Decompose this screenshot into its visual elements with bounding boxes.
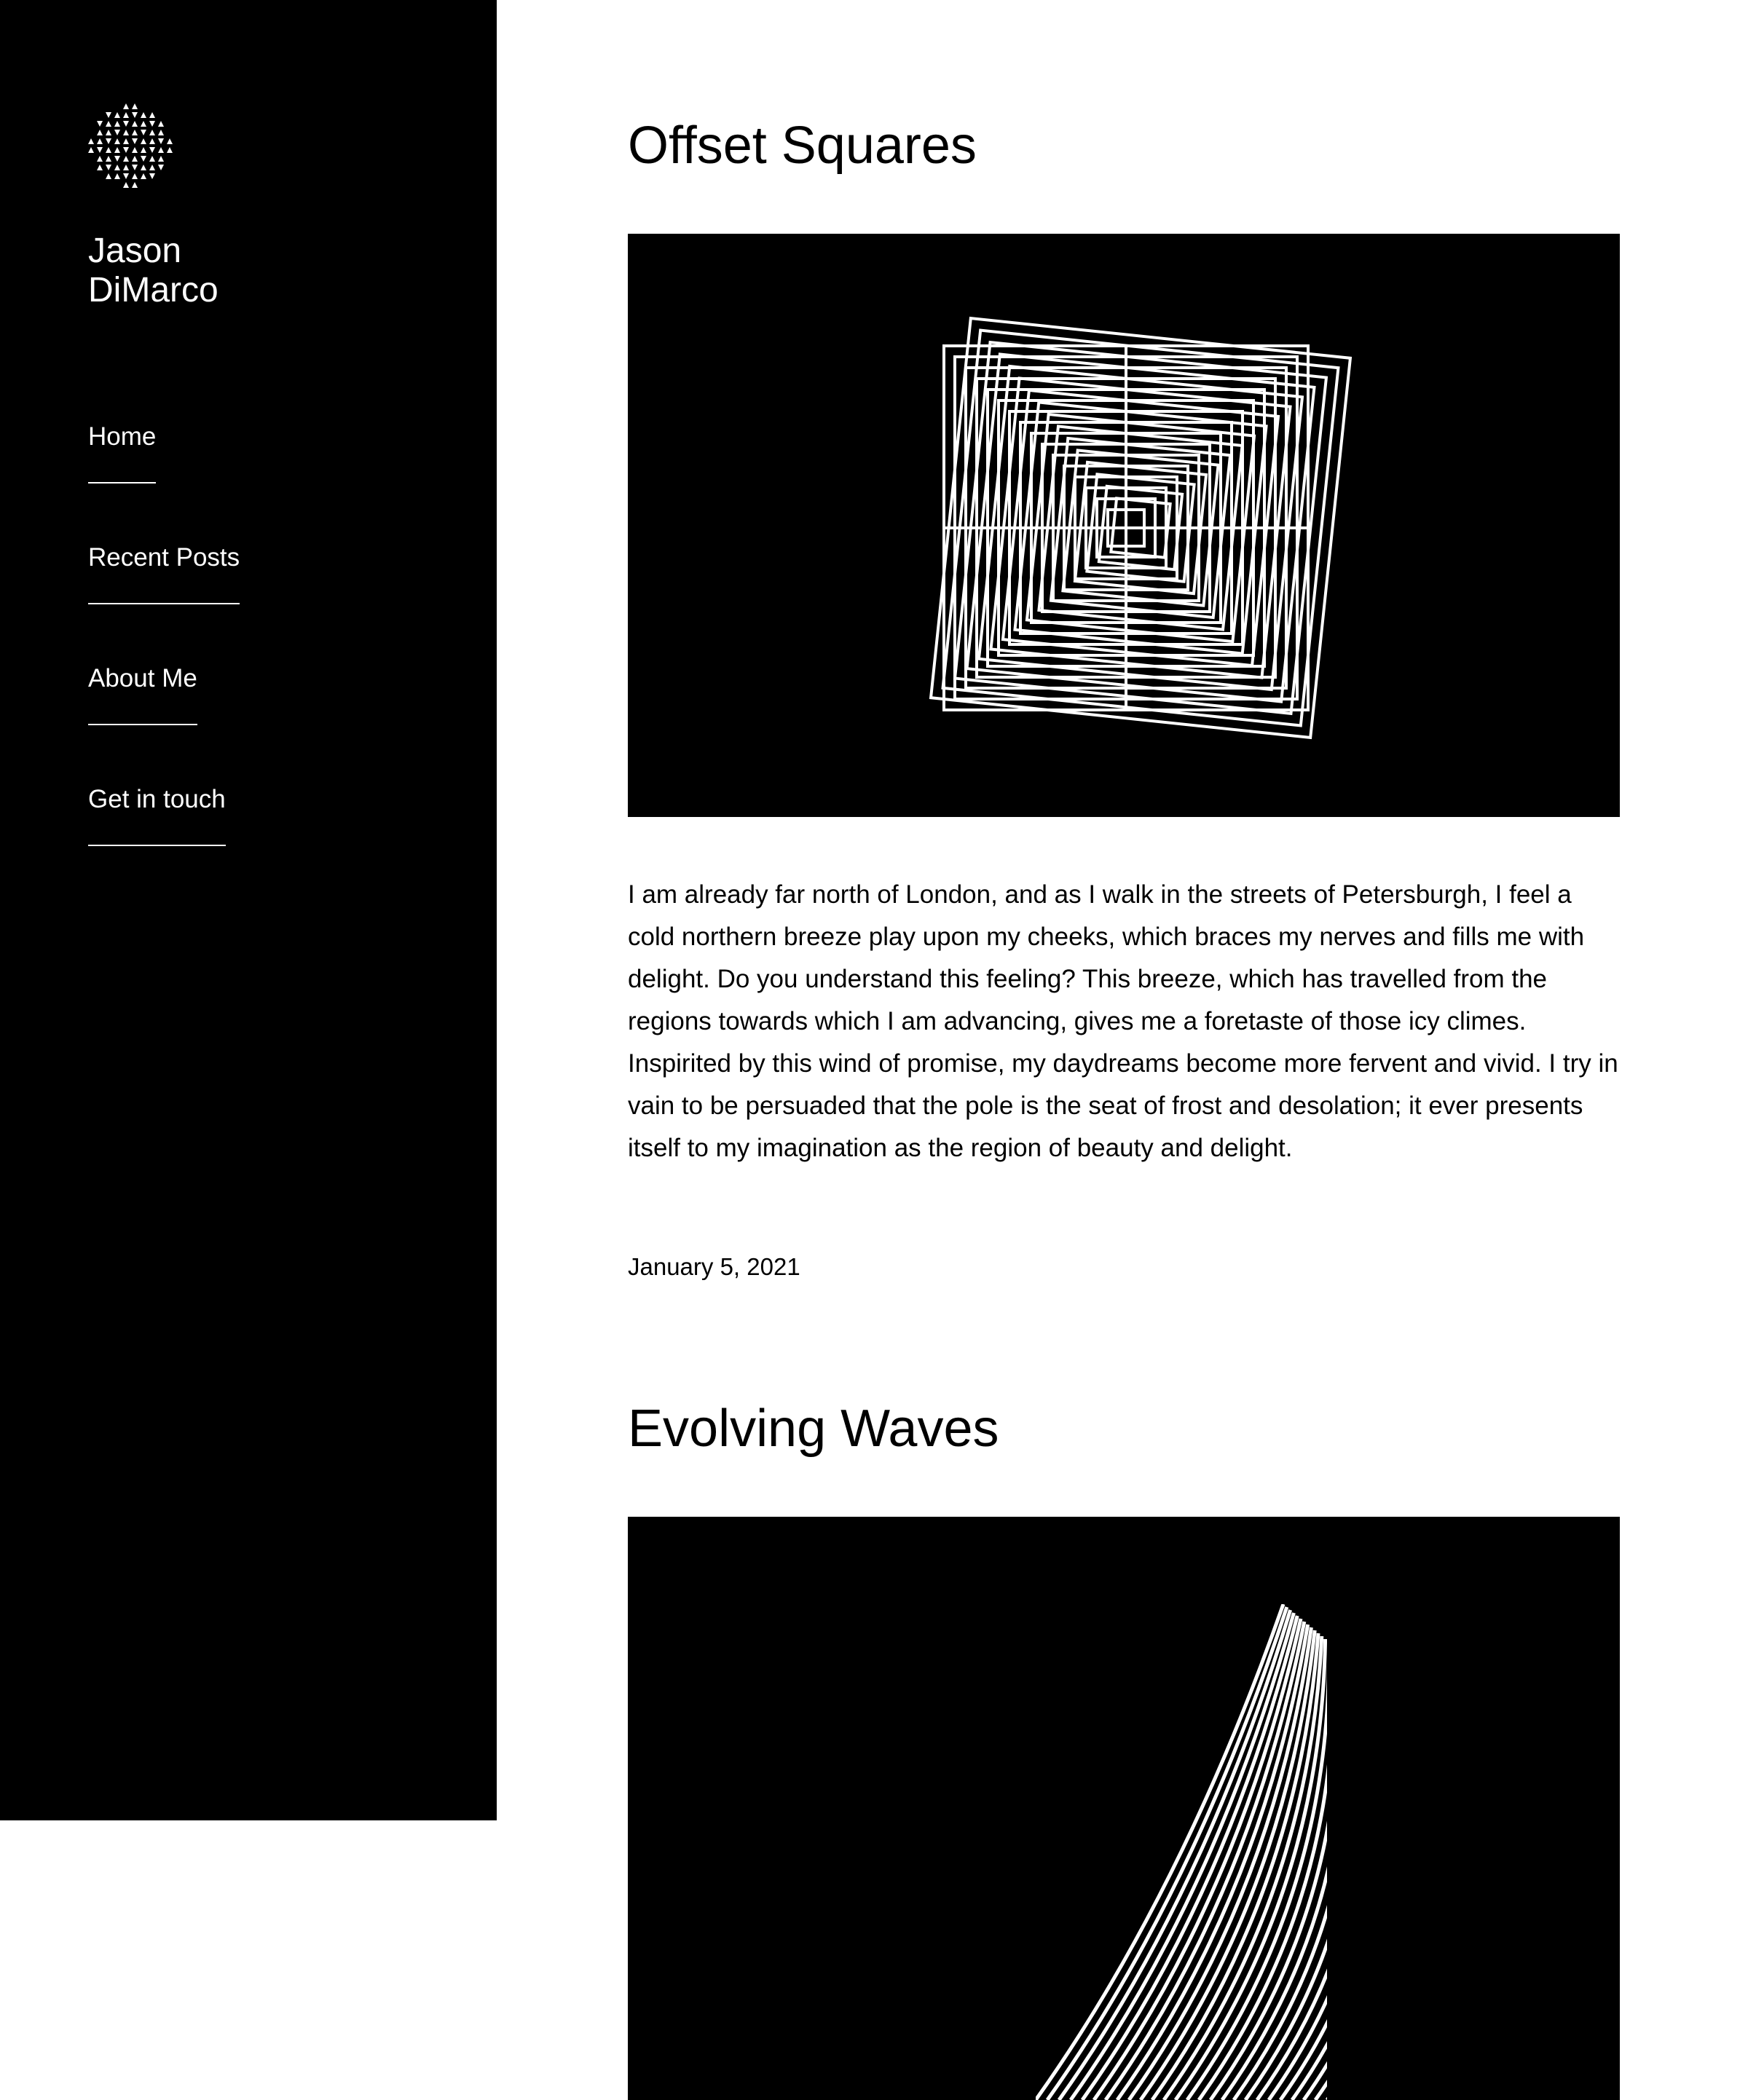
post-image-evolving-waves[interactable]	[628, 1517, 1620, 2100]
post-image-offset-squares[interactable]	[628, 234, 1620, 817]
post-date-link[interactable]: January 5, 2021	[628, 1253, 800, 1280]
nav-item-home[interactable]: Home	[88, 422, 156, 483]
post-title[interactable]	[628, 1400, 999, 1458]
nav-item-recent-posts[interactable]: Recent Posts	[88, 543, 240, 604]
post-excerpt: I am already far north of London, and as I walk in the streets of Petersburgh, I feel a cold northern breeze play upon my cheeks, which braces my nerves and fills me with delight. Do you understand this feeling? This breeze, which has travelled from the regions towards which I am advancing, gives me a foretaste of those icy climes. Inspirited by this wind of promise, my daydreams become more fervent and vivid. I try in vain to be persuaded that the pole is the seat of frost and desolation; it ever presents itself to my imagination as the region of beauty and delight.	[628, 880, 1618, 1162]
post-title-link[interactable]: Evolving Waves	[628, 1400, 999, 1458]
sidebar	[0, 0, 497, 1820]
site-logo[interactable]	[85, 100, 176, 191]
main-navigation	[88, 422, 240, 906]
nav-item-about-me[interactable]: About Me	[88, 664, 197, 725]
offset-squares-artwork	[628, 234, 1620, 817]
site-title[interactable]	[88, 232, 270, 310]
dotted-globe-icon	[85, 100, 176, 191]
nav-item-get-in-touch[interactable]: Get in touch	[88, 785, 226, 846]
evolving-waves-artwork	[628, 1517, 1620, 2100]
post-title-link[interactable]: Offset Squares	[628, 117, 977, 175]
post-date[interactable]	[628, 1252, 800, 1282]
site-title-link[interactable]: Jason DiMarco	[88, 232, 219, 309]
post-title[interactable]	[628, 117, 977, 175]
